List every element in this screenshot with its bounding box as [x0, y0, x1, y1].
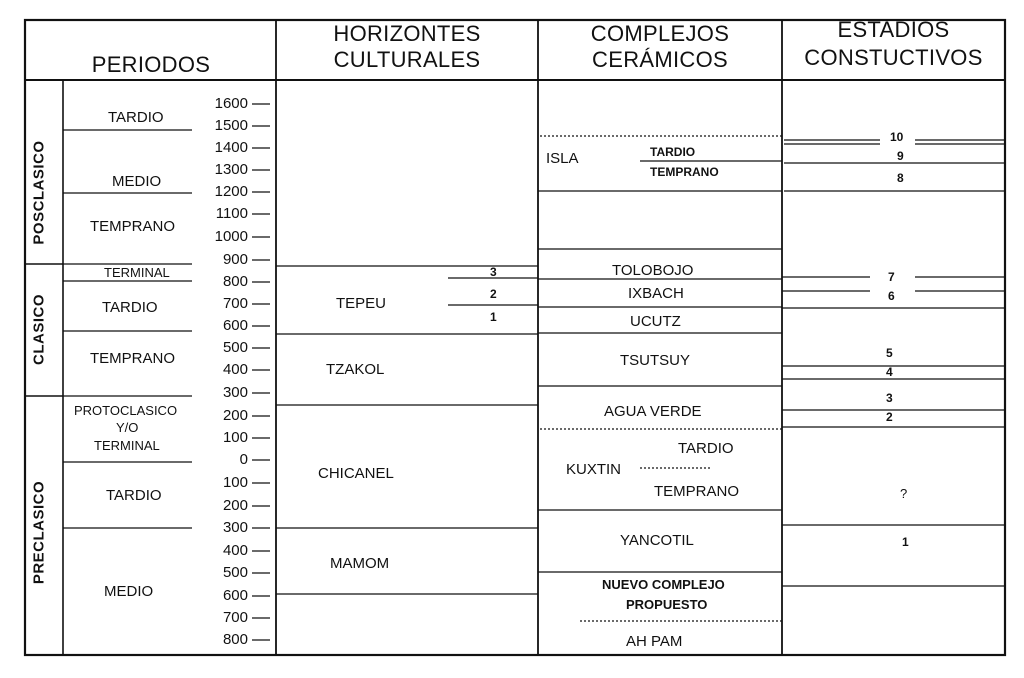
- complex-nuevo-line1: NUEVO COMPLEJO: [602, 577, 725, 592]
- header-estadios-line2: CONSTUCTIVOS: [804, 45, 983, 70]
- year-label: 300: [222, 519, 248, 536]
- stage-lines: [782, 140, 1005, 586]
- complex-nuevo-line2: PROPUESTO: [626, 597, 708, 612]
- complex-agua-verde: AGUA VERDE: [604, 403, 702, 420]
- year-ticks: [252, 104, 270, 640]
- header-estadios-line1: ESTADIOS: [837, 17, 950, 42]
- year-label: 700: [222, 295, 248, 312]
- stage-7: 7: [888, 270, 895, 284]
- year-label: 1400: [214, 139, 248, 156]
- stage-9: 9: [897, 149, 904, 163]
- stage-10: 10: [890, 130, 904, 144]
- header-horizontes-line2: CULTURALES: [333, 47, 481, 72]
- year-label: 800: [222, 631, 248, 648]
- year-label: 400: [222, 542, 248, 559]
- complex-tsutsuy: TSUTSUY: [620, 352, 691, 369]
- stage-1: 1: [902, 535, 909, 549]
- complex-isla-tardio: TARDIO: [650, 145, 696, 159]
- year-label: 1300: [214, 161, 248, 178]
- header-periodos: PERIODOS: [91, 52, 211, 77]
- year-label: 200: [222, 407, 248, 424]
- year-label: 500: [222, 339, 248, 356]
- period-temprano-posclasico: TEMPRANO: [90, 218, 176, 235]
- period-protoclasico-line3: TERMINAL: [94, 438, 160, 453]
- year-label: 600: [222, 317, 248, 334]
- horizon-tepeu-2: 2: [490, 287, 497, 301]
- period-medio-posclasico: MEDIO: [112, 173, 162, 190]
- complex-isla-temprano: TEMPRANO: [650, 165, 719, 179]
- table-frame: [25, 20, 1005, 655]
- header-horizontes-line1: HORIZONTES: [333, 21, 481, 46]
- year-label: 1200: [214, 183, 248, 200]
- period-terminal-clasico: TERMINAL: [104, 265, 170, 280]
- year-label: 100: [222, 429, 248, 446]
- year-label: 700: [222, 609, 248, 626]
- period-temprano-clasico: TEMPRANO: [90, 350, 176, 367]
- horizon-tepeu-3: 3: [490, 265, 497, 279]
- year-label: 900: [222, 251, 248, 268]
- period-tardio-posclasico: TARDIO: [108, 109, 164, 126]
- complex-yancotil: YANCOTIL: [620, 532, 694, 549]
- complex-ucutz: UCUTZ: [630, 313, 681, 330]
- year-label: 400: [222, 361, 248, 378]
- era-clasico: CLASICO: [30, 294, 48, 365]
- complex-kuxtin-tardio: TARDIO: [678, 440, 734, 457]
- era-posclasico: POSCLASICO: [30, 140, 48, 245]
- year-label: 1600: [214, 95, 248, 112]
- year-label: 500: [222, 564, 248, 581]
- year-label: 100: [222, 474, 248, 491]
- stage-3: 3: [886, 391, 893, 405]
- year-label: 300: [222, 384, 248, 401]
- complex-ah-pam: AH PAM: [626, 633, 683, 650]
- horizon-tepeu-1: 1: [490, 310, 497, 324]
- horizon-lines: [276, 266, 538, 594]
- period-protoclasico-line1: PROTOCLASICO: [74, 403, 178, 418]
- era-preclasico: PRECLASICO: [30, 480, 48, 585]
- complex-isla: ISLA: [546, 150, 579, 167]
- horizon-chicanel: CHICANEL: [318, 465, 394, 482]
- complex-kuxtin-temprano: TEMPRANO: [654, 483, 740, 500]
- stage-8: 8: [897, 171, 904, 185]
- year-label: 800: [222, 273, 248, 290]
- year-label: 1500: [214, 117, 248, 134]
- complex-ixbach: IXBACH: [628, 285, 684, 302]
- year-label: 200: [222, 497, 248, 514]
- horizon-tepeu: TEPEU: [336, 295, 387, 312]
- complex-kuxtin: KUXTIN: [566, 461, 622, 478]
- year-label: 1000: [214, 228, 248, 245]
- year-label: 0: [239, 451, 248, 468]
- header-complejos-line2: CERÁMICOS: [592, 47, 728, 72]
- stage-2: 2: [886, 410, 893, 424]
- year-label: 600: [222, 587, 248, 604]
- year-label: 1100: [215, 205, 248, 222]
- stage-5: 5: [886, 346, 893, 360]
- stage-unknown: ?: [900, 486, 908, 501]
- period-tardio-clasico: TARDIO: [102, 299, 158, 316]
- complex-tolobojo: TOLOBOJO: [612, 262, 694, 279]
- period-medio-preclasico: MEDIO: [104, 583, 154, 600]
- horizon-tzakol: TZAKOL: [326, 361, 385, 378]
- horizon-mamom: MAMOM: [330, 555, 390, 572]
- header-complejos-line1: COMPLEJOS: [590, 21, 730, 46]
- period-tardio-preclasico: TARDIO: [106, 487, 162, 504]
- stage-4: 4: [886, 365, 893, 379]
- period-protoclasico-line2: Y/O: [116, 420, 139, 435]
- stage-6: 6: [888, 289, 895, 303]
